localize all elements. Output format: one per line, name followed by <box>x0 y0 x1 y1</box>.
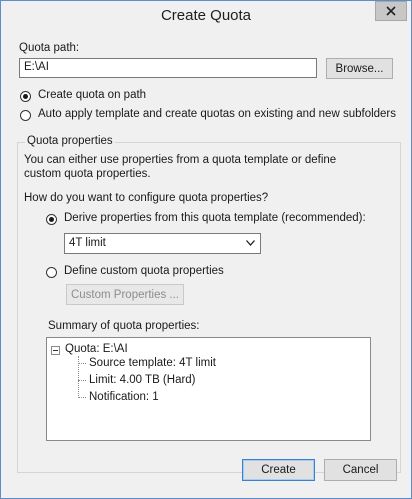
tree-item: Notification: 1 <box>89 391 159 403</box>
tree-item: Source template: 4T limit <box>89 357 216 369</box>
tree-root: Quota: E:\AI <box>65 343 128 355</box>
auto-apply-label: Auto apply template and create quotas on existing and new subfolders <box>38 108 397 120</box>
quota-properties-title: Quota properties <box>27 135 113 147</box>
configure-question: How do you want to configure quota properties? <box>24 192 269 204</box>
template-select[interactable] <box>64 233 261 254</box>
custom-properties-button[interactable]: Custom Properties ... <box>66 284 184 305</box>
title-bar <box>1 1 411 31</box>
radio-auto-apply[interactable] <box>20 110 31 121</box>
chevron-down-icon <box>246 240 255 246</box>
summary-label: Summary of quota properties: <box>48 320 200 332</box>
radio-create-on-path[interactable] <box>20 91 31 102</box>
radio-derive-template[interactable] <box>46 214 57 225</box>
close-button[interactable] <box>375 1 407 21</box>
collapse-icon[interactable] <box>51 346 60 355</box>
template-select-value: 4T limit <box>69 237 106 249</box>
browse-button[interactable]: Browse... <box>326 58 393 79</box>
dialog-content <box>9 31 403 490</box>
create-on-path-label: Create quota on path <box>38 89 147 101</box>
tree-connector <box>78 363 86 364</box>
tree-connector <box>78 397 86 398</box>
derive-template-label: Derive properties from this quota template (recommended): <box>64 212 366 224</box>
properties-description: You can either use properties from a quota template or define custom quota properties. <box>24 154 337 180</box>
quota-path-input[interactable]: E:\AI <box>19 58 317 78</box>
cancel-button[interactable]: Cancel <box>324 459 397 481</box>
close-icon <box>386 6 396 16</box>
radio-custom-properties[interactable] <box>46 267 57 278</box>
summary-tree[interactable] <box>46 337 371 441</box>
tree-connector <box>78 380 86 381</box>
custom-properties-label: Define custom quota properties <box>64 265 224 277</box>
create-button[interactable]: Create <box>242 459 315 481</box>
tree-item: Limit: 4.00 TB (Hard) <box>89 374 196 386</box>
quota-path-label: Quota path: <box>19 42 80 54</box>
dialog-title: Create Quota <box>160 7 252 24</box>
